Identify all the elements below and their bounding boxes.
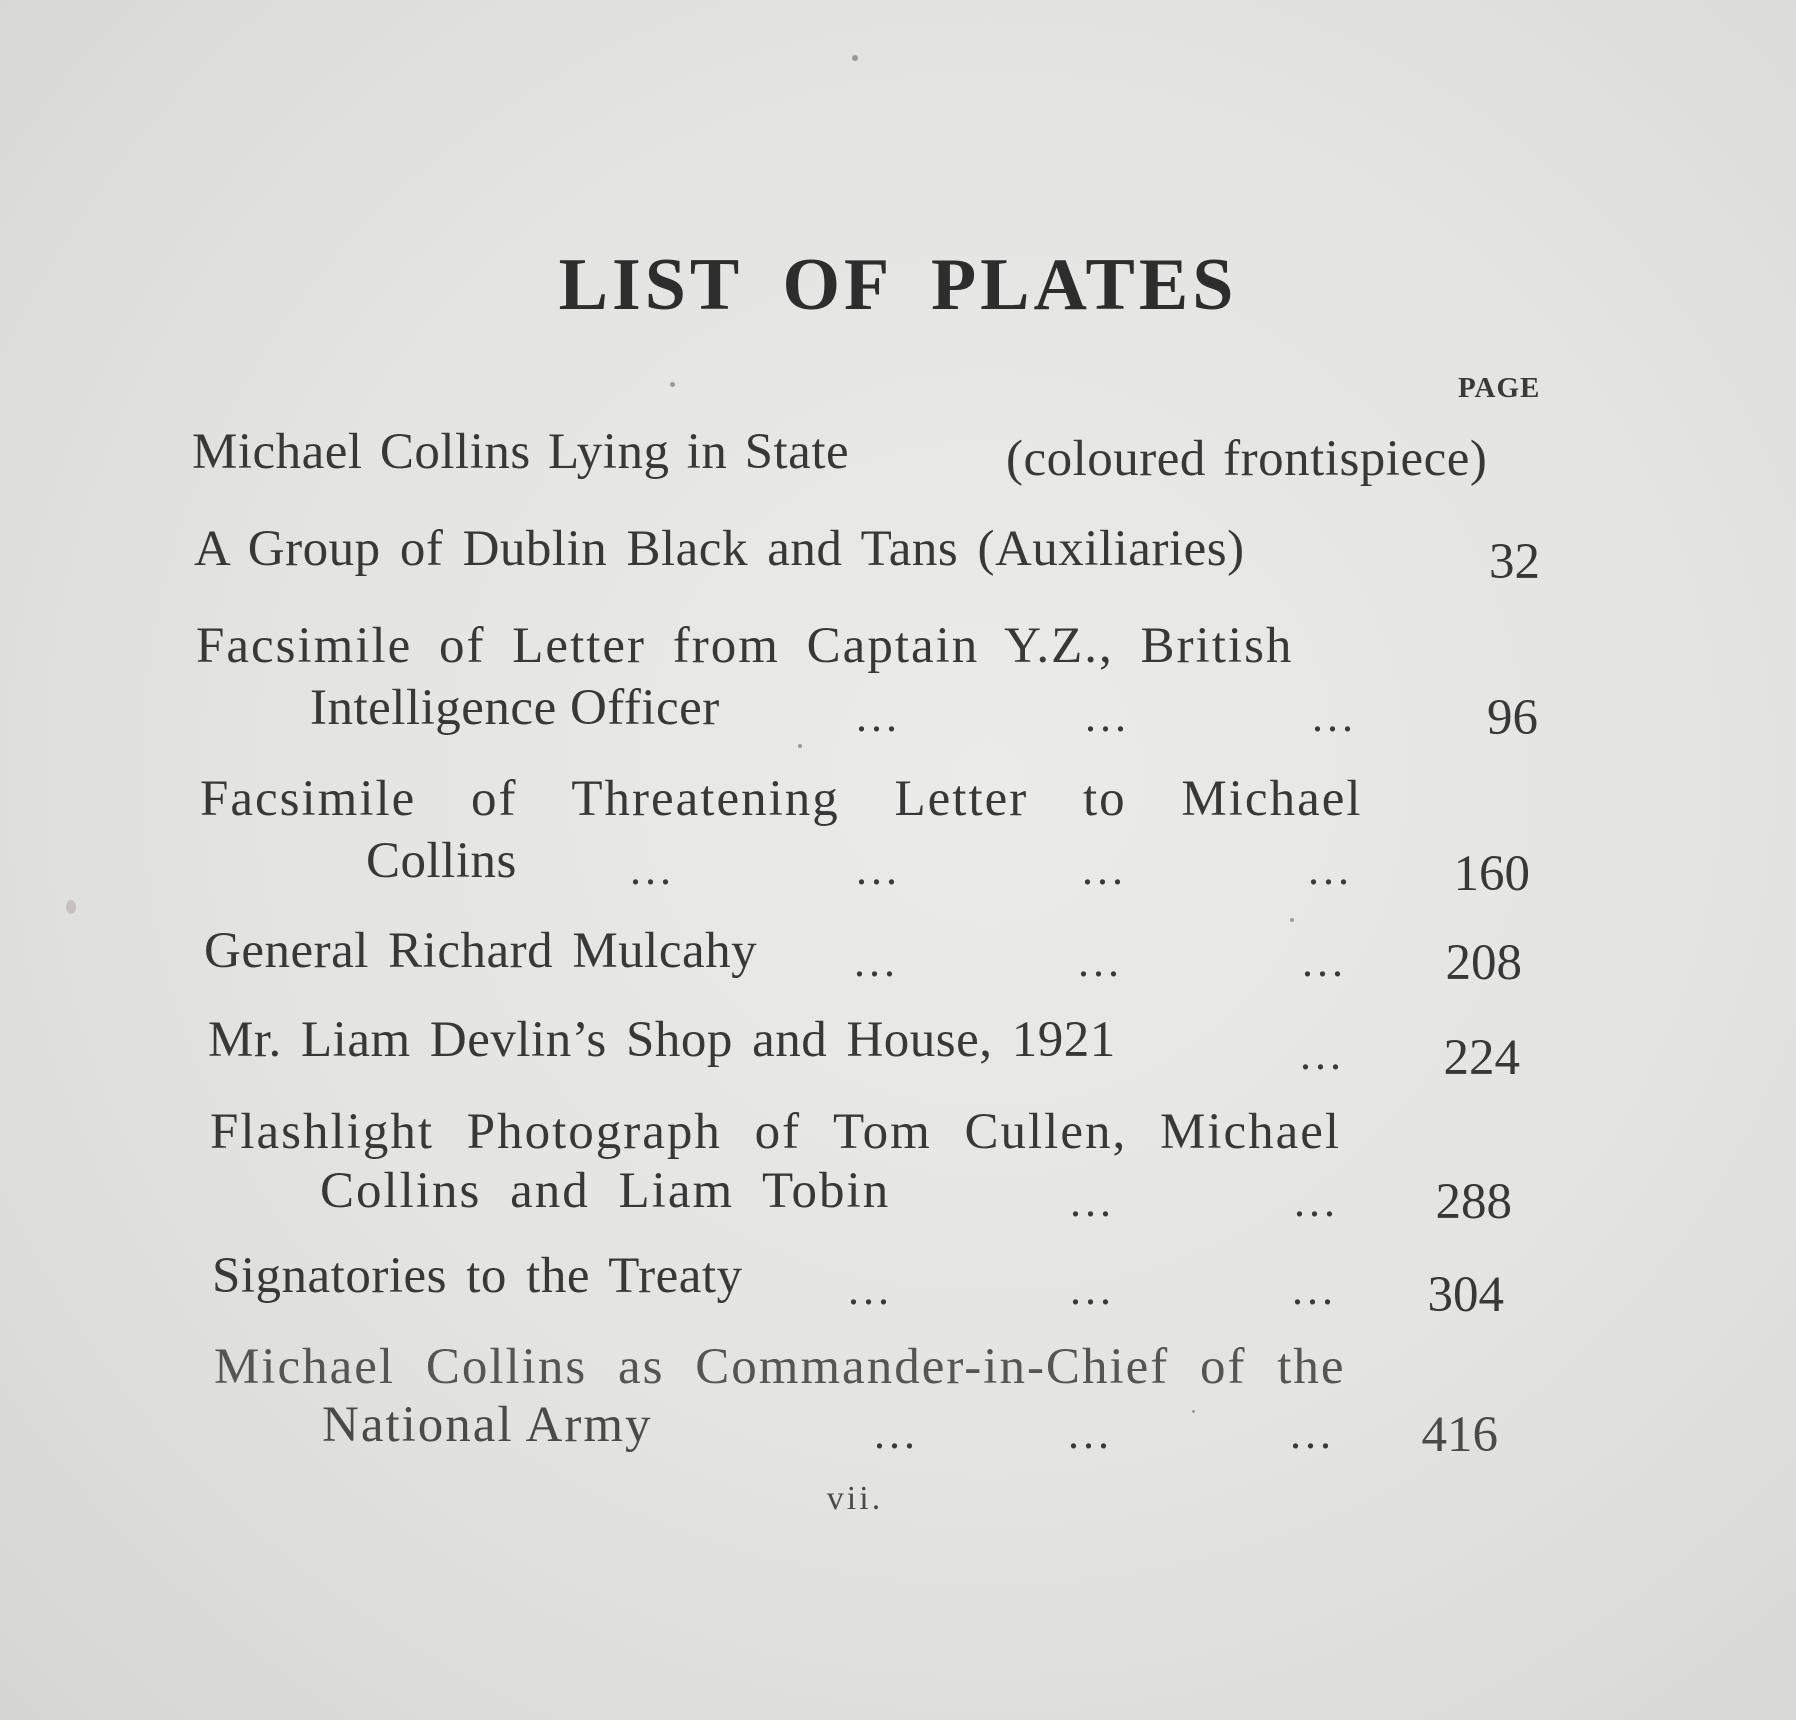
leader-dots: ... bbox=[1312, 692, 1357, 741]
leader-dots: ... bbox=[1292, 1265, 1337, 1314]
plate-title: Signatories to the Treaty bbox=[212, 1248, 743, 1304]
plate-title: Michael Collins as Commander-in-Chief of the bbox=[214, 1339, 1346, 1395]
plate-page-number: 304 bbox=[1427, 1267, 1504, 1323]
plate-title: Michael Collins Lying in State bbox=[192, 424, 850, 480]
paper-stain bbox=[66, 900, 76, 914]
leader-dots: ... bbox=[854, 937, 899, 986]
leader-dots: ... bbox=[874, 1409, 919, 1458]
paper-speck bbox=[1192, 1410, 1195, 1413]
paper-speck bbox=[852, 55, 858, 61]
plate-title-continued: Collins and Liam Tobin bbox=[320, 1163, 891, 1219]
leader-dots: ... bbox=[1300, 1030, 1345, 1079]
plate-title-continued: National Army bbox=[322, 1397, 653, 1453]
leader-dots: ... bbox=[1085, 692, 1130, 741]
leader-dots: ... bbox=[630, 845, 675, 894]
plate-title-continued: Collins bbox=[366, 833, 517, 889]
plate-page-number: 32 bbox=[1489, 534, 1540, 590]
leader-dots: ... bbox=[1068, 1409, 1113, 1458]
leader-dots: ... bbox=[1302, 937, 1347, 986]
leader-dots: ... bbox=[1290, 1409, 1335, 1458]
plate-title: A Group of Dublin Black and Tans (Auxiliaries) bbox=[194, 521, 1245, 577]
paper-speck bbox=[798, 744, 802, 748]
plate-title: Facsimile of Threatening Letter to Michael bbox=[200, 771, 1363, 827]
leader-dots: ... bbox=[1078, 937, 1123, 986]
plate-page-number: 224 bbox=[1443, 1030, 1520, 1086]
plate-page-number: 160 bbox=[1453, 846, 1530, 902]
page-folio: vii. bbox=[826, 1480, 884, 1517]
paper-speck bbox=[1290, 918, 1294, 922]
page-title: LIST OF PLATES bbox=[558, 244, 1238, 326]
plate-page-number: 208 bbox=[1445, 935, 1522, 991]
leader-dots: ... bbox=[1308, 845, 1353, 894]
leader-dots: ... bbox=[856, 692, 901, 741]
plate-title: Flashlight Photograph of Tom Cullen, Michael bbox=[210, 1104, 1342, 1160]
plate-page-number: 416 bbox=[1421, 1407, 1498, 1463]
plate-page-number: 288 bbox=[1435, 1174, 1512, 1230]
plate-note: (coloured frontispiece) bbox=[1006, 431, 1488, 487]
page-column-heading: PAGE bbox=[1458, 372, 1541, 404]
paper-speck bbox=[670, 382, 675, 387]
plate-title: Mr. Liam Devlin’s Shop and House, 1921 bbox=[208, 1012, 1116, 1068]
leader-dots: ... bbox=[1294, 1177, 1339, 1226]
plate-title: Facsimile of Letter from Captain Y.Z., British bbox=[196, 618, 1294, 674]
leader-dots: ... bbox=[848, 1265, 893, 1314]
leader-dots: ... bbox=[1070, 1265, 1115, 1314]
leader-dots: ... bbox=[1082, 845, 1127, 894]
leader-dots: ... bbox=[856, 845, 901, 894]
leader-dots: ... bbox=[1070, 1177, 1115, 1226]
plate-title: General Richard Mulcahy bbox=[204, 923, 758, 979]
plate-page-number: 96 bbox=[1487, 690, 1538, 746]
plate-title-continued: Intelligence Officer bbox=[310, 680, 720, 736]
